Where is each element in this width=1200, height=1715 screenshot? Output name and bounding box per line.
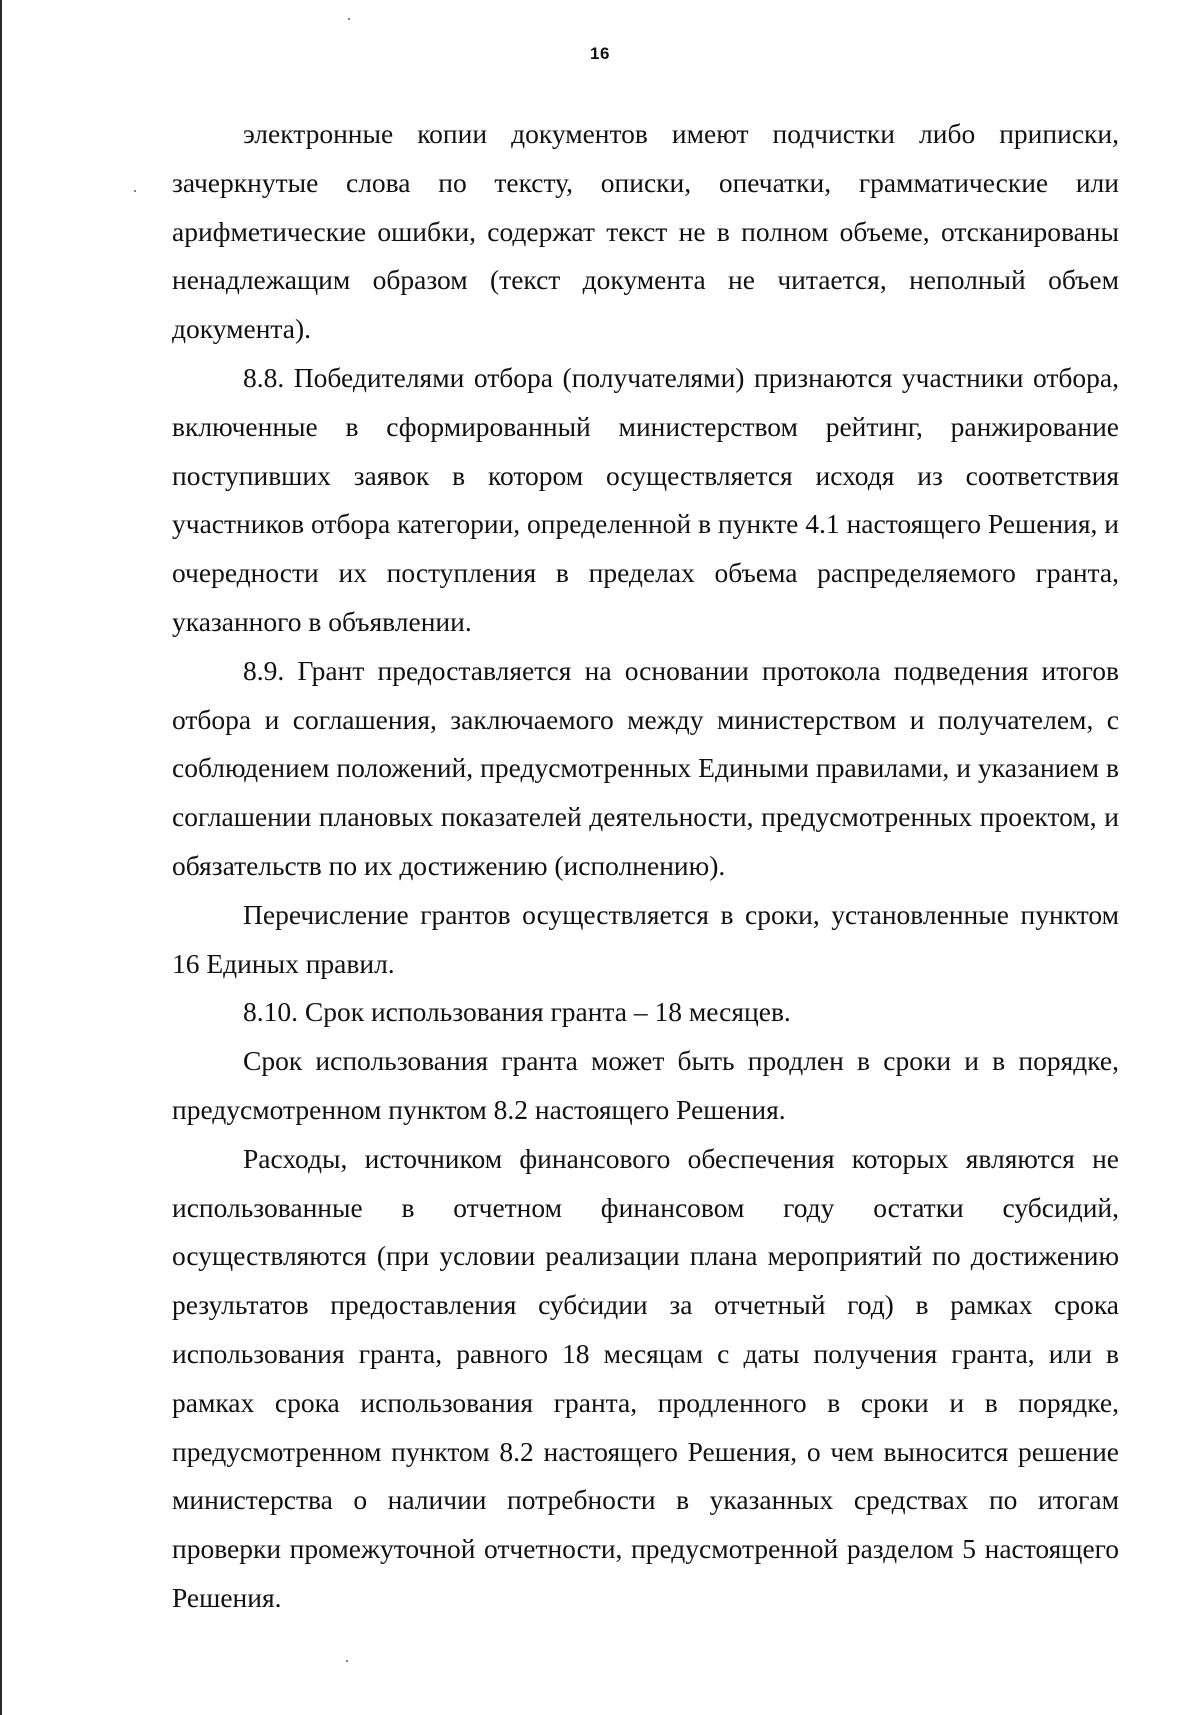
scan-speck: [348, 18, 350, 20]
document-body: [172, 110, 1119, 1623]
paragraph-continuation: электронные копии документов имеют подчистки либо приписки, зачеркнутые слова по тексту, описки, опечатки, грамматические или арифметические ошибки, содержат текст не в полном объеме, отсканированы ненадлежащим образом (текст документа не читается, неполный объем документа).: [172, 118, 1119, 345]
paragraph-term-extension: Срок использования гранта может быть продлен в сроки и в порядке, предусмотренном пунктом 8.2 настоящего Решения.: [172, 1045, 1119, 1125]
scan-speck: [134, 190, 136, 192]
scan-left-edge: [0, 0, 2, 1715]
paragraph-8-10: 8.10. Срок использования гранта – 18 месяцев.: [243, 996, 791, 1028]
page-number: 16: [590, 44, 610, 63]
paragraph-8-9: 8.9. Грант предоставляется на основании протокола подведения итогов отбора и соглашения, заключаемого между министерством и получателем, с соблюдением положений, предусмотренных Едиными правилами, и указанием в соглашении плановых показателей деятельности, предусмотренных проектом, и обязательств по их достижению (исполнению).: [172, 654, 1119, 881]
paragraph-8-8: 8.8. Победителями отбора (получателями) признаются участники отбора, включенные в сформированный министерством рейтинг, ранжирование поступивших заявок в котором осуществляется исходя из соответствия участников отбора категории, определенной в пункте 4.1 настоящего Решения, и очередности их поступления в пределах объема распределяемого гранта, указанного в объявлении.: [172, 361, 1119, 637]
scan-speck: [346, 1660, 348, 1662]
paragraph-grant-transfer: Перечисление грантов осуществляется в сроки, установленные пунктом 16 Единых правил.: [172, 898, 1119, 979]
paragraph-expenses: Расходы, источником финансового обеспечения которых являются не использованные в отчетном финансовом году остатки субсидий, осуществляются (при условии реализации плана мероприятий по достижению результатов предоставления субсидии за отчетный год) в рамках срока использования гранта, равного 18 месяцам с даты получения гранта, или в рамках срока использования гранта, продленного в сроки и в порядке, предусмотренном пунктом 8.2 настоящего Решения, о чем выносится решение министерства о наличии потребности в указанных средствах по итогам проверки промежуточной отчетности, предусмотренной разделом 5 настоящего Решения.: [172, 1142, 1119, 1613]
